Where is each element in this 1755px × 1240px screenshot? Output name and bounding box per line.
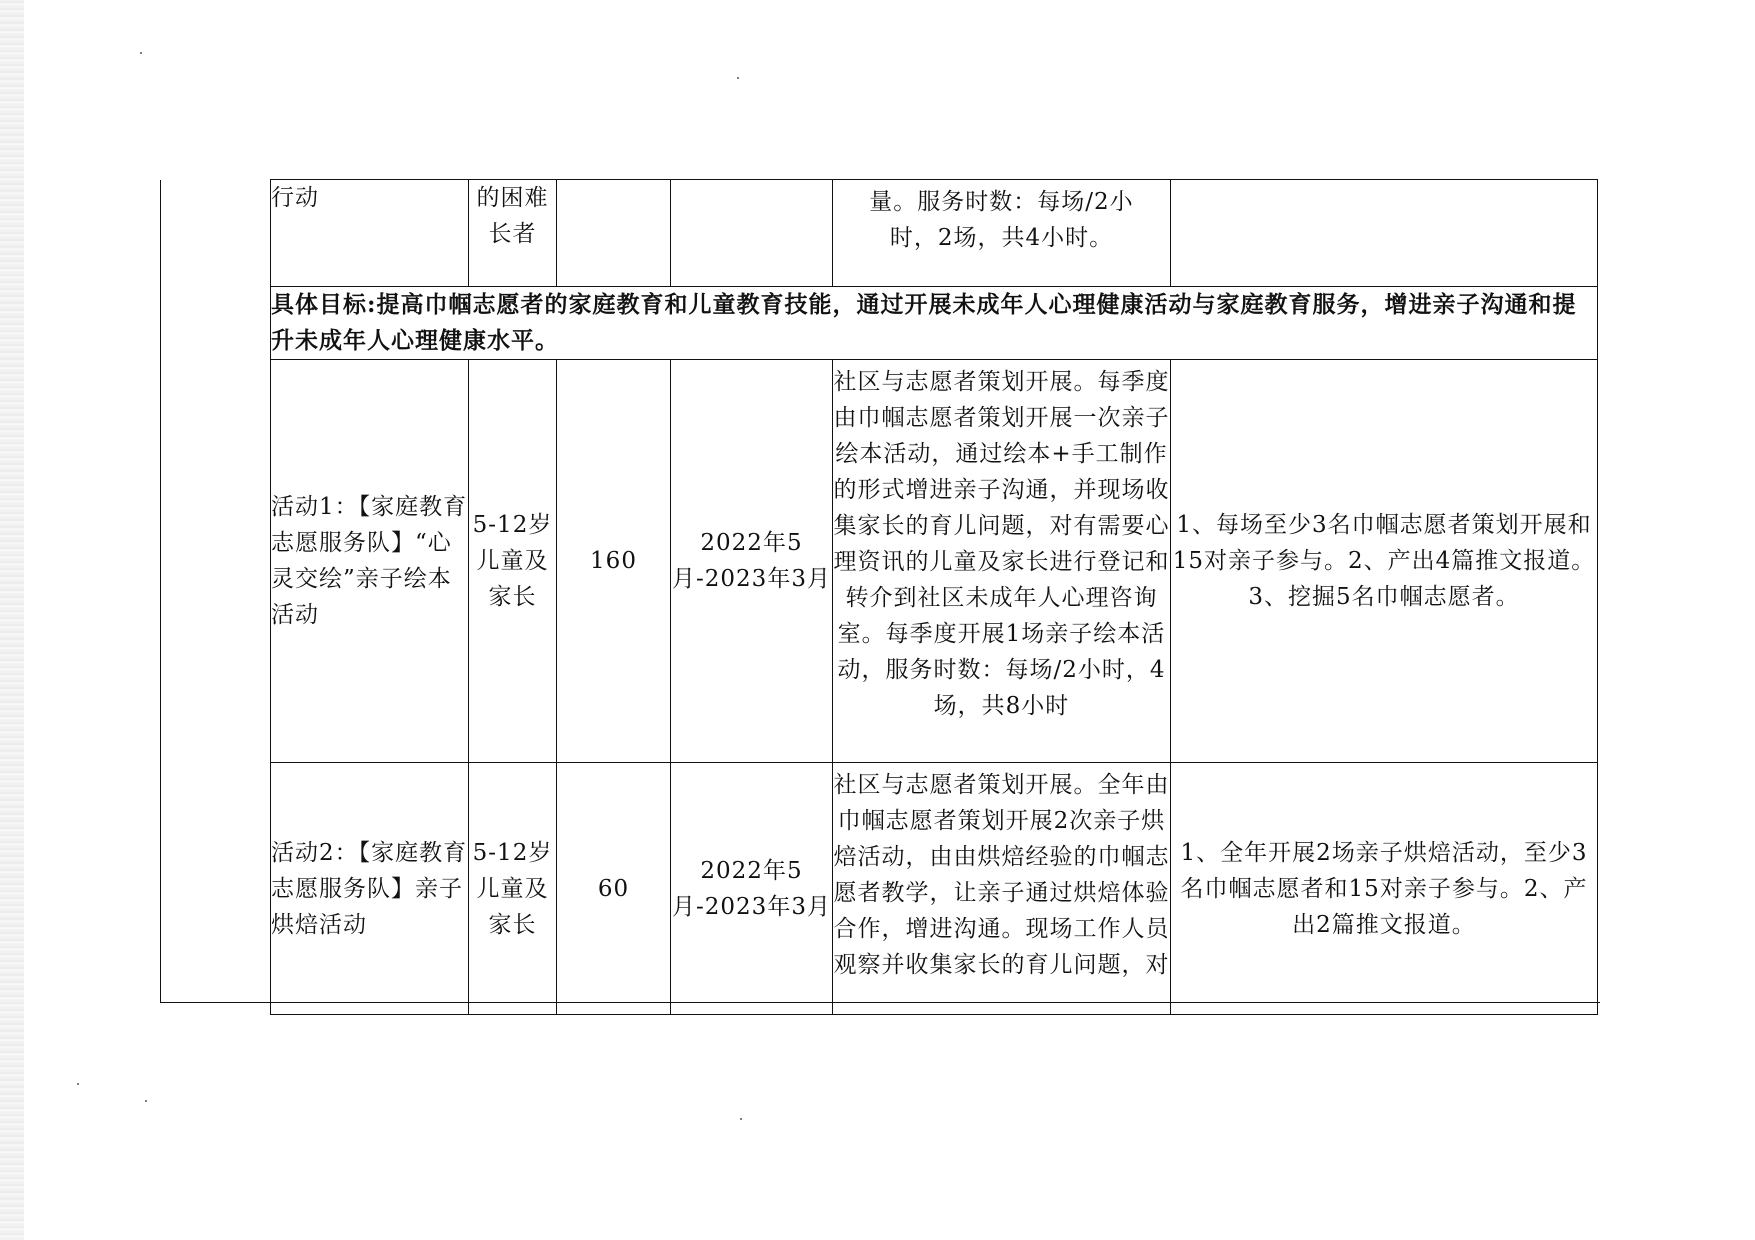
activity-content: 量。服务时数：每场/2小时，2场，共4小时。 [869, 189, 1134, 251]
activity-name: 活动1：【家庭教育志愿服务队】“心灵交绘”亲子绘本活动 [271, 494, 468, 628]
scan-speck [145, 1100, 147, 1102]
activity-name-cell [271, 763, 469, 1015]
time-cell [671, 763, 833, 1015]
scan-speck [140, 52, 142, 54]
activity-name-cell [271, 180, 469, 287]
participant-count: 160 [590, 548, 637, 574]
activity-name-cell [271, 360, 469, 763]
time-cell [671, 360, 833, 763]
goal-row [271, 287, 1598, 360]
expected-result-cell [1171, 180, 1598, 287]
expected-result: 1、全年开展2场亲子烘焙活动，至少3名巾帼志愿者和15对亲子参与。2、产出2篇推文报道。 [1180, 839, 1588, 938]
target-group-cell [469, 180, 557, 287]
target-group-cell [469, 360, 557, 763]
activity-name: 活动2：【家庭教育志愿服务队】亲子烘焙活动 [271, 839, 468, 938]
scan-speck [740, 1118, 742, 1120]
activity-plan-table [270, 179, 1598, 1015]
scan-speck [77, 1083, 79, 1085]
content-cell [833, 360, 1171, 763]
participant-count-cell [557, 763, 671, 1015]
specific-goal-text: 具体目标:提高巾帼志愿者的家庭教育和儿童教育技能，通过开展未成年人心理健康活动与家庭教育服务，增进亲子沟通和提升未成年人心理健康水平。 [271, 291, 1577, 354]
participant-count-cell [557, 180, 671, 287]
expected-result: 1、每场至少3名巾帼志愿者策划开展和15对亲子参与。2、产出4篇推文报道。3、挖掘5名巾帼志愿者。 [1172, 512, 1596, 610]
scan-speck [737, 77, 739, 79]
time-period: 2022年5月-2023年3月 [672, 530, 831, 592]
activity-content: 社区与志愿者策划开展。每季度由巾帼志愿者策划开展一次亲子绘本活动，通过绘本+手工制作的形式增进亲子沟通，并现场收集家长的育儿问题，对有需要心理资讯的儿童及家长进行登记和转介到社区未成年人心理咨询室。每季度开展1场亲子绘本活动，服务时数：每场/2小时，4场，共8小时 [833, 369, 1170, 719]
activity-content: 社区与志愿者策划开展。全年由巾帼志愿者策划开展2次亲子烘焙活动，由由烘焙经验的巾帼志愿者教学，让亲子通过烘焙体验合作，增进沟通。现场工作人员观察并收集家长的育儿问题，对 [833, 772, 1170, 978]
continued-row [271, 180, 1598, 287]
participant-count: 60 [597, 875, 630, 902]
activity-row-1 [271, 360, 1598, 763]
target-group: 的困难长者 [476, 185, 549, 247]
activity-name: 行动 [271, 185, 319, 211]
content-cell [833, 763, 1171, 1015]
target-group: 5-12岁儿童及家长 [472, 512, 553, 610]
target-group: 5-12岁儿童及家长 [472, 839, 553, 938]
activity-row-2 [271, 763, 1598, 1015]
goal-cell [271, 287, 1598, 360]
expected-result-cell [1171, 763, 1598, 1015]
participant-count-cell [557, 360, 671, 763]
time-period: 2022年5月-2023年3月 [672, 857, 831, 920]
expected-result-cell [1171, 360, 1598, 763]
content-cell [833, 180, 1171, 287]
target-group-cell [469, 763, 557, 1015]
time-cell [671, 180, 833, 287]
scan-edge-noise [0, 0, 24, 1240]
outer-frame-left-line [160, 180, 161, 1003]
